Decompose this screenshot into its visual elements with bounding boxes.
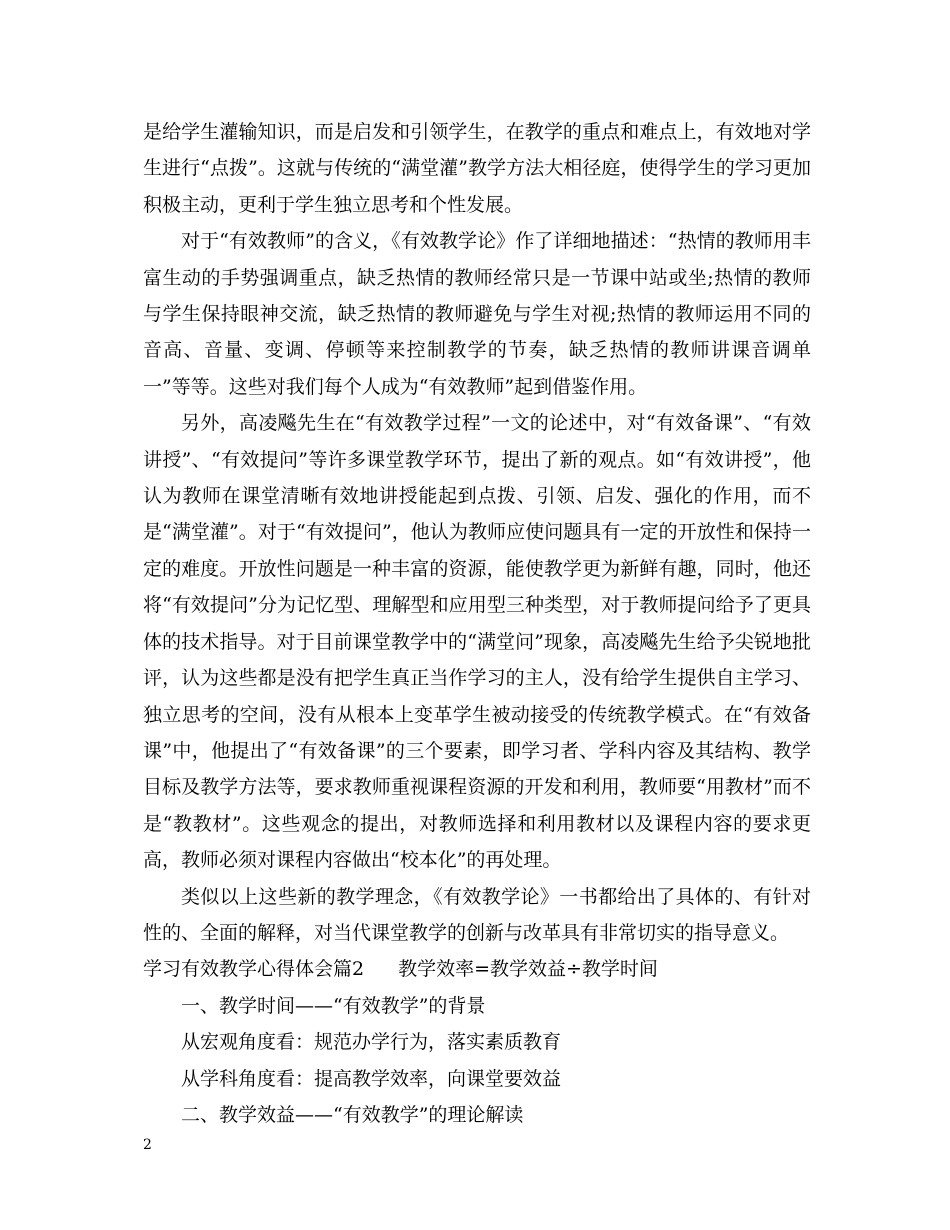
outline-item: 一、教学时间——“有效教学”的背景 xyxy=(181,994,486,1017)
outline-item: 从宏观角度看：规范办学行为，落实素质教育 xyxy=(181,1031,562,1054)
outline-item: 从学科角度看：提高教学效率，向课堂要效益 xyxy=(181,1067,562,1090)
section-formula: 教学效率=教学效益÷教学时间 xyxy=(398,958,658,981)
document-body xyxy=(143,114,811,1133)
outline-item: 二、教学效益——“有效教学”的理论解读 xyxy=(181,1103,524,1126)
page-number: 2 xyxy=(143,1137,152,1153)
paragraph-conclusion: 类似以上这些新的教学理念，《有效教学论》一书都给出了具体的、有针对性的、全面的解释，对当代课堂教学的创新与改革具有非常切实的指导意义。 xyxy=(143,885,811,944)
section-title: 学习有效教学心得体会篇2 xyxy=(143,958,365,981)
section-heading xyxy=(143,951,811,987)
paragraph-continuation: 是给学生灌输知识，而是启发和引领学生，在教学的重点和难点上，有效地对学生进行“点拨”。这就与传统的“满堂灌”教学方法大相径庭，使得学生的学习更加积极主动，更利于学生独立思考和个性发展。 xyxy=(143,121,811,216)
paragraph-effective-teacher: 对于“有效教师”的含义，《有效教学论》作了详细地描述：“热情的教师用丰富生动的手势强调重点，缺乏热情的教师经常只是一节课中站或坐;热情的教师与学生保持眼神交流，缺乏热情的教师避免与学生对视;热情的教师运用不同的音高、音量、变调、停顿等来控制教学的节奏，缺乏热情的教师讲课音调单一”等等。这些对我们每个人成为“有效教师”起到借鉴作用。 xyxy=(143,230,811,398)
paragraph-teaching-process: 另外，高凌飚先生在“有效教学过程”一文的论述中，对“有效备课”、“有效讲授”、“有效提问”等许多课堂教学环节，提出了新的观点。如“有效讲授”，他认为教师在课堂清晰有效地讲授能起到点拨、引领、启发、强化的作用，而不是“满堂灌”。对于“有效提问”，他认为教师应使问题具有一定的开放性和保持一定的难度。开放性问题是一种丰富的资源，能使教学更为新鲜有趣，同时，他还将“有效提问”分为记忆型、理解型和应用型三种类型，对于教师提问给予了更具体的技术指导。对于目前课堂教学中的“满堂问”现象，高凌飚先生给予尖锐地批评，认为这些都是没有把学生真正当作学习的主人，没有给学生提供自主学习、独立思考的空间，没有从根本上变革学生被动接受的传统教学模式。在“有效备课”中，他提出了“有效备课”的三个要素，即学习者、学科内容及其结构、教学目标及教学方法等，要求教师重视课程资源的开发和利用，教师要“用教材”而不是“教教材”。这些观念的提出，对教师选择和利用教材以及课程内容的要求更高，教师必须对课程内容做出“校本化”的再处理。 xyxy=(143,412,811,872)
